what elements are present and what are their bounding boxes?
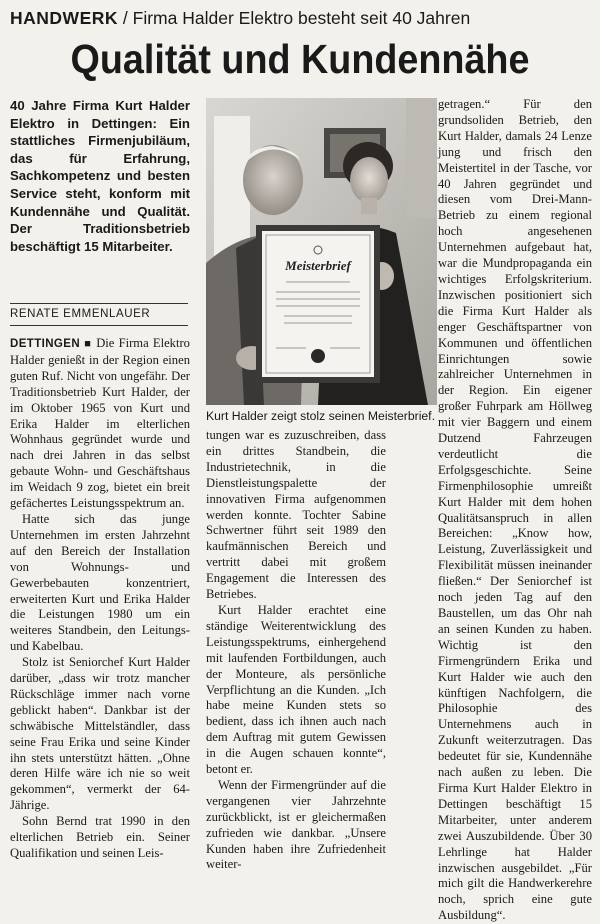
dateline: DETTINGEN bbox=[10, 338, 81, 350]
headline: Qualität und Kundennähe bbox=[70, 36, 530, 82]
byline-rule-bottom bbox=[10, 325, 188, 326]
photo-caption: Kurt Halder zeigt stolz seinen Meisterbrief. bbox=[206, 409, 435, 423]
kicker-text: Firma Halder Elektro besteht seit 40 Jahren bbox=[132, 8, 471, 28]
paragraph: Wenn der Firmengründer auf die vergangenen vier Jahrzehnte zurückblickt, ist er gleichermaßen zufrieden wie dankbar. „Unsere Kunden haben ihre Zufriedenheit weiter- bbox=[206, 777, 386, 872]
paragraph: getragen.“ Für den grundsoliden Betrieb, den Kurt Halder, damals 24 Lenze jung und frisch den Meistertitel in der Tasche, vor 40 Jahren gegründet und diesen vom Drei-Mann-Betrieb zu einem regional hoch angesehenen Unternehmen aufgebaut hat, war die Mundpropaganda ein wichtiges Erfolgskriterium. Inzwischen positioniert sich die Firma Kurt Halder als enger Geschäftspartner von Kommunen und öffentlichen Einrichtungen sowie zahlreicher Unternehmen in der Region. Ein eigener großer Fuhrpark am Höllweg mit vier Baggern und einem Dutzend Fahrzeugen verdeutlicht die Erfolgsgeschichte. Seine Firmenphilosophie umreißt Kurt Halder mit dem hohen Qualitätsanspruch in allen Bereichen: „Know how, Leistung, Zuverlässigkeit und Flexibilität müssen ineinander fließen.“ Der Seniorchef ist noch jeden Tag auf den Baustellen, um das Ohr nah an seinen Kunden zu haben. Wichtig ist den Firmengründern Erika und Kurt Halder wie auch den künftigen Nachfolgern, die Philosophie des Unternehmens auch in Zukunft weiterzutragen. Das bedeutet für sie, Kundennähe nach außen zu leben. Die Firma Kurt Halder Elektro in Dettingen beschäftigt 15 Mitarbeiter, unter anderem zwei Auszubildende. Über 30 Lehrlinge hat Halder inzwischen ausgebildet. „Für mich gilt die Handwerkerehre noch, sprich eine gute Ausbildung“. bbox=[438, 97, 592, 923]
department-label: HANDWERK bbox=[10, 8, 119, 28]
paragraph: Sohn Bernd trat 1990 in den elterlichen Betrieb ein. Seiner Qualifikation und seinen Leis- bbox=[10, 814, 190, 860]
article-column-1 bbox=[10, 336, 190, 862]
lead-paragraph: 40 Jahre Firma Kurt Halder Elektro in Dettingen: Ein stattliches Firmenjubiläum, das für Erfahrung, Sachkompetenz und besten Service steht, konform mit Kundennähe und Qualität. Der Traditionsbetrieb beschäftigt 15 Mitarbeiter. bbox=[10, 98, 190, 254]
dateline-marker: ■ bbox=[84, 338, 92, 350]
paragraph: Hatte sich das junge Unternehmen im ersten Jahrzehnt auf den Bereich der Installation von Wohnungs- und Gewerbebauten konzentriert, erweiterten Kurt und Erika Halder die Leistungen 1980 um ein weiteres Standbein, den Leitungs- und Kabelbau. bbox=[10, 511, 190, 654]
paragraph: Kurt Halder erachtet eine ständige Weiterentwicklung des Leistungsspektrums, einhergehend mit laufenden Fortbildungen, auch der Monteure, als persönliche Verpflichtung an die Kunden. „Ich habe meine Kunden stets so bedient, dass ich ihnen auch nach dem Auftrag mit gutem Gewissen in die Augen schauen konnte“, betont er. bbox=[206, 602, 386, 777]
photo-illustration bbox=[206, 98, 437, 405]
article-photo bbox=[206, 98, 437, 405]
paragraph: Stolz ist Seniorchef Kurt Halder darüber, „dass wir trotz mancher Rückschläge immer nach vorne geblickt haben“. Dankbar ist der schwäbische Mittelständler, dass seine Frau Erika und seine Kinder ihn stets unterstützt hätten. „Ohne deren Hilfe wäre ich nie so weit gekommen“, vermerkt der 64-Jährige. bbox=[10, 655, 190, 813]
article-column-3 bbox=[438, 97, 592, 924]
paragraph-text: Die Firma Elektro Halder genießt in der Region einen guten Ruf. Nicht von ungefähr. Der Traditionsbetrieb Kurt Halder, der im Oktober 1965 von Kurt und Erika Halder im elterlichen Wohnhaus gegründet wurde und nach drei Jahren in das selbst gebaute Wohn- und Geschäftshaus im Weidach 9 zog, bietet ein breit gefächertes Leistungsspektrum an. bbox=[10, 336, 190, 511]
byline-rule-top bbox=[10, 303, 188, 304]
paragraph bbox=[10, 336, 190, 512]
article-column-2 bbox=[206, 428, 386, 873]
paragraph: tungen war es zuzuschreiben, dass ein drittes Standbein, die Industrietechnik, in die Dienstleistungspalette der innovativen Firma aufgenommen werden konnte. Tochter Sabine Schwertner führt seit 1989 den kaufmännischen Bereich und vertritt dabei mit großem Engagement die Interessen des Betriebes. bbox=[206, 428, 386, 602]
kicker-separator: / bbox=[122, 8, 128, 28]
certificate-title: Meisterbrief bbox=[285, 258, 351, 273]
byline: RENATE EMMENLAUER bbox=[10, 308, 151, 320]
article-kicker bbox=[10, 7, 595, 29]
